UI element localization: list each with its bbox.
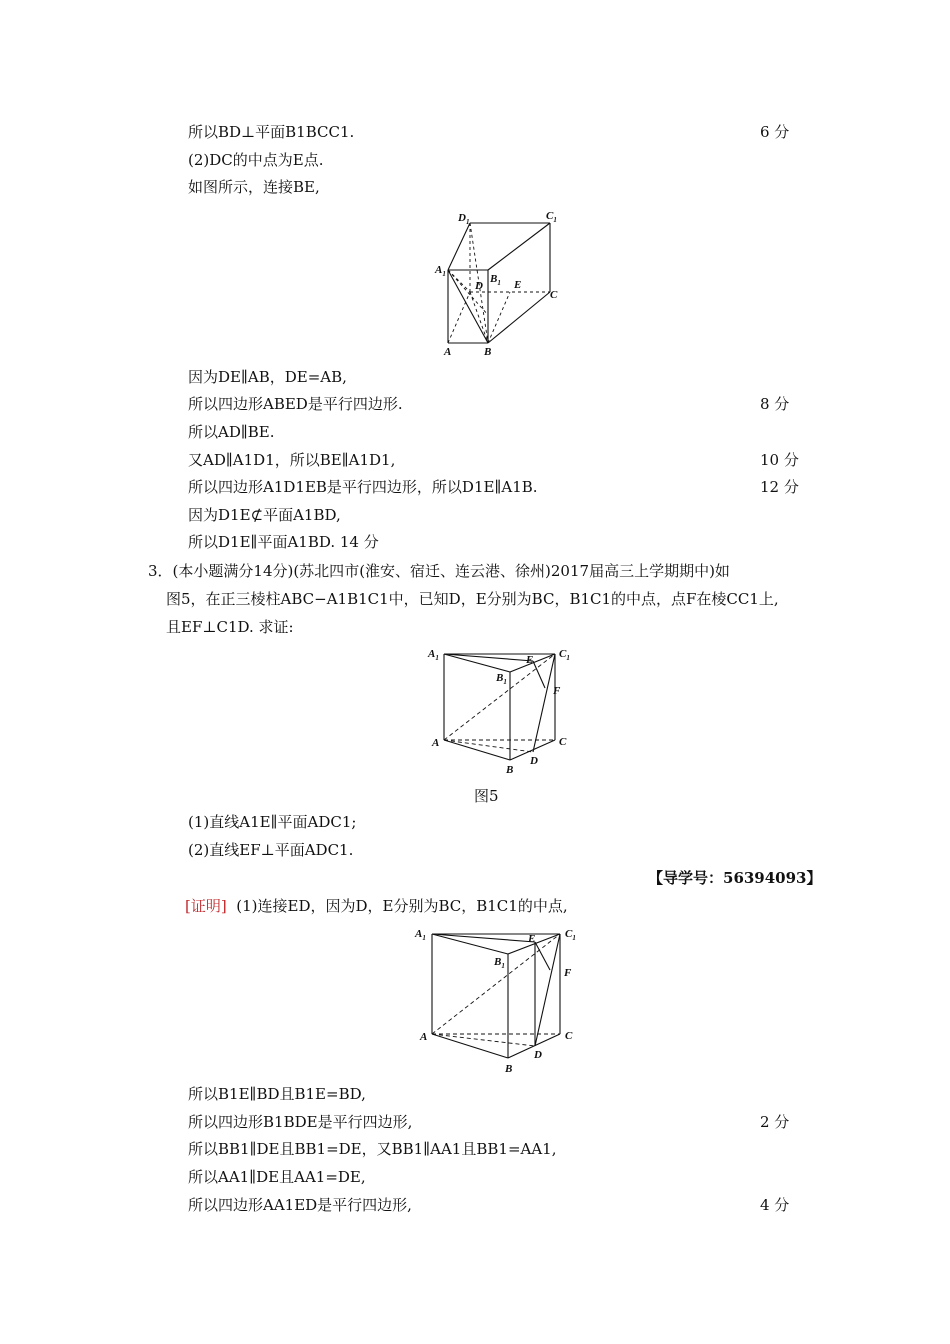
proof-first-line <box>185 896 568 916</box>
proof-line: 所以B1E∥BD且B1E=BD, <box>188 1085 366 1103</box>
label-E: E <box>526 654 534 666</box>
label-F: F <box>564 967 572 979</box>
label-E: E <box>514 279 522 291</box>
label-B1: $B_1$ <box>490 273 501 287</box>
label-A1: $A_1$ <box>415 928 426 942</box>
proof-line: 所以四边形AA1ED是平行四边形, <box>188 1196 412 1214</box>
proof-line: 所以AA1∥DE且AA1=DE, <box>188 1168 366 1186</box>
proof-text: (1)连接ED，因为D，E分别为BC，B1C1的中点, <box>236 897 568 915</box>
proof-line: 因为DE∥AB，DE=AB, <box>188 368 347 386</box>
proof-line: 所以D1E∥平面A1BD. 14 分 <box>188 533 379 551</box>
proof-line: 所以四边形B1BDE是平行四边形, <box>188 1113 413 1131</box>
problem-statement-line: 3．(本小题满分14分)(苏北四市(淮安、宿迁、连云港、徐州)2017届高三上学期期中)如 <box>148 562 730 580</box>
problem-statement-line: 图5，在正三棱柱ABC−A1B1C1中，已知D，E分别为BC，B1C1的中点，点F在棱CC1上, <box>166 590 779 608</box>
score: 12 分 <box>760 478 799 496</box>
score: 10 分 <box>760 451 799 469</box>
label-A: A <box>420 1031 428 1043</box>
label-A1: $A_1$ <box>428 648 439 662</box>
label-B1: $B_1$ <box>494 956 505 970</box>
label-C: C <box>559 736 567 748</box>
label-B: B <box>505 1063 513 1075</box>
label-C1: $C_1$ <box>559 648 570 662</box>
score: 4 分 <box>760 1196 790 1214</box>
label-A: A <box>432 737 440 749</box>
label-F: F <box>553 685 561 697</box>
label-D: D <box>530 755 538 767</box>
label-A1: $A_1$ <box>435 264 446 278</box>
score: 8 分 <box>760 395 790 413</box>
label-B: B <box>484 346 492 358</box>
proof-line: 所以四边形A1D1EB是平行四边形，所以D1E∥A1B. <box>188 478 538 496</box>
prism-figure <box>420 640 580 780</box>
score: 2 分 <box>760 1113 790 1131</box>
label-C: C <box>565 1030 573 1042</box>
label-E: E <box>528 933 536 945</box>
cube-figure <box>420 205 570 365</box>
label-D: D <box>534 1049 542 1061</box>
label-D1: $D_1$ <box>458 212 470 226</box>
sub-question: (2)直线EF⊥平面ADC1. <box>188 841 354 859</box>
proof-line: 所以四边形ABED是平行四边形. <box>188 395 403 413</box>
proof-line: 又AD∥A1D1，所以BE∥A1D1, <box>188 451 396 469</box>
problem-statement-line: 且EF⊥C1D. 求证: <box>166 618 294 636</box>
guide-number: 【导学号：56394093】 <box>648 869 822 887</box>
proof-line: 所以BB1∥DE且BB1=DE，又BB1∥AA1且BB1=AA1, <box>188 1140 557 1158</box>
label-C1: $C_1$ <box>546 210 557 224</box>
proof-line: 因为D1E⊄平面A1BD, <box>188 506 341 524</box>
label-B1: $B_1$ <box>496 672 507 686</box>
label-C: C <box>550 289 558 301</box>
label-D: D <box>475 280 483 292</box>
figure-caption: 图5 <box>474 787 499 805</box>
proof-tag: [证明] <box>185 897 227 915</box>
label-A: A <box>444 346 452 358</box>
label-C1: $C_1$ <box>565 928 576 942</box>
sub-question: (1)直线A1E∥平面ADC1; <box>188 813 357 831</box>
label-B: B <box>506 764 514 776</box>
prism-figure-2 <box>410 922 590 1077</box>
proof-line: 所以AD∥BE. <box>188 423 275 441</box>
proof-line: 所以BD⊥平面B1BCC1. <box>188 123 355 141</box>
proof-line: (2)DC的中点为E点. <box>188 151 324 169</box>
proof-line: 如图所示，连接BE, <box>188 178 320 196</box>
score: 6 分 <box>760 123 790 141</box>
